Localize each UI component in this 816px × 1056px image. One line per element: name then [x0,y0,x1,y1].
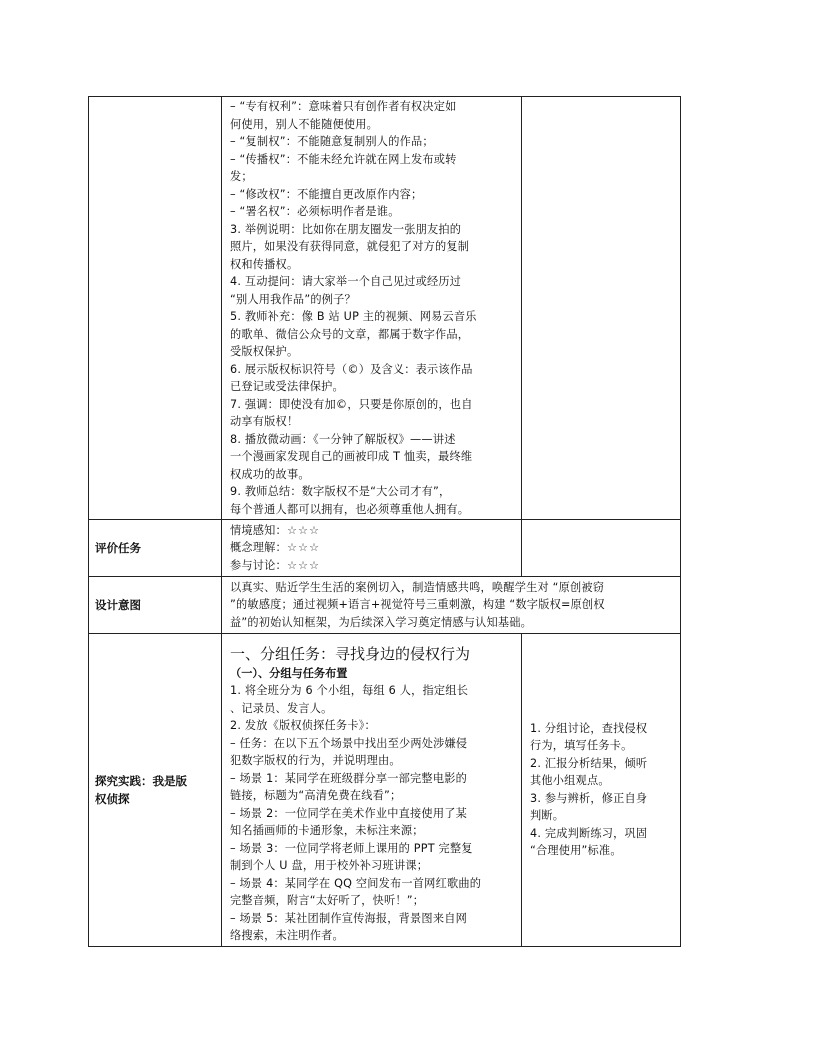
student-activity-line: 3. 参与辨析，修正自身 [530,791,648,805]
teaching-process-line: 8. 播放微动画：《一分钟了解版权》——讲述 [230,432,456,446]
teaching-process-label-cell [89,97,222,520]
evaluation-item-name: 情境感知： [230,523,287,537]
exploration-practice-line: – 场景 4：某同学在 QQ 空间发布一首网红歌曲的 [230,876,482,890]
teaching-process-line: – “署名权”：必须标明作者是谁。 [230,205,400,218]
exploration-practice-line: 链接，标题为“高清免费在线看”； [230,789,402,802]
design-intent-line: 益”的初始认知框架，为后续深入学习奠定情感与认知基础。 [230,615,533,629]
exploration-practice-line: – 任务：在以下五个场景中找出至少两处涉嫌侵 [230,736,468,750]
exploration-practice-line: – 场景 2：一位同学在美术作业中直接使用了某 [230,806,467,820]
teaching-process-line: 权和传播权。 [230,257,299,271]
exploration-practice-content [222,634,522,947]
teaching-process-line: 受版权保护。 [230,345,299,358]
student-activity-line: 4. 完成判断练习，巩固 [530,826,648,840]
evaluation-item [230,557,513,575]
evaluation-item-name: 参与讨论： [230,558,287,572]
design-intent-row [89,577,681,634]
exploration-practice-row [89,634,681,947]
student-activity-cell [522,634,681,947]
lesson-plan-table [88,96,681,947]
exploration-practice-line: 、记录员、发言人。 [230,701,333,715]
student-activity-line: 判断。 [530,809,565,823]
student-activity-line: 行为，填写任务卡。 [530,739,633,753]
student-activity-line: 2. 汇报分析结果，倾听 [530,756,648,770]
star-rating-icon: ☆☆☆ [286,541,321,555]
teaching-process-line: 照片，如果没有获得同意，就侵犯了对方的复制 [230,240,470,253]
teaching-process-line: – “修改权”：不能擅自更改原作内容； [230,187,423,201]
teaching-process-line: 发； [230,170,253,183]
teaching-process-line: 3. 举例说明：比如你在朋友圈发一张朋友拍的 [230,222,462,236]
student-activity-line: “合理使用”标准。 [530,844,622,858]
teaching-process-activity-cell [522,97,681,520]
sub-heading: （一）、分组与任务布置 [230,667,348,680]
teaching-process-line: 4. 互动提问：请大家举一个自己见过或经历过 [230,275,462,288]
design-intent-label: 设计意图 [89,577,222,634]
teaching-process-line: – “专有权利”：意味着只有创作者有权决定如 [230,100,457,113]
teaching-process-line: “别人用我作品”的例子？ [230,292,356,306]
teaching-process-line: 一个漫画家发现自己的画被印成 T 恤卖，最终维 [230,450,473,463]
evaluation-item [230,539,513,557]
teaching-process-line: 5. 教师补充：像 B 站 UP 主的视频、网易云音乐 [230,310,477,323]
teaching-process-line: 每个普通人都可以拥有，也必须尊重他人拥有。 [230,502,470,516]
exploration-practice-line: – 场景 5：某社团制作宣传海报，背景图来自网 [230,911,467,925]
exploration-label-line: 权侦探 [95,791,130,806]
exploration-practice-line: 知名插画师的卡通形象，未标注来源； [230,824,424,837]
student-activity-line: 其他小组观点。 [530,774,610,788]
star-rating-icon: ☆☆☆ [286,558,321,572]
exploration-practice-line: – 场景 3：一位同学将老师上课用的 PPT 完整复 [230,841,473,855]
teaching-process-line: 9. 教师总结：数字版权不是“大公司才有”， [230,485,451,498]
teaching-process-line: 6. 展示版权标识符号（©）及含义：表示该作品 [230,362,473,376]
evaluation-label: 评价任务 [89,520,222,577]
teaching-process-line: 动享有版权！ [230,415,299,428]
design-intent-line: 以真实、贴近学生生活的案例切入，制造情感共鸣，唤醒学生对 “原创被窃 [230,580,605,594]
teaching-process-line: 权成功的故事。 [230,467,310,481]
teaching-process-line: 的歌单、微信公众号的文章，都属于数字作品， [230,327,470,341]
exploration-practice-line: 完整音频，附言“太好听了，快听！”； [230,894,425,907]
section-heading: 一、分组任务：寻找身边的侵权行为 [230,645,471,663]
student-activity-line: 1. 分组讨论，查找侵权 [530,721,648,735]
exploration-practice-line: 制到个人 U 盘，用于校外补习班讲课； [230,859,429,872]
exploration-practice-label [89,634,222,947]
teaching-process-line: – “传播权”：不能未经允许就在网上发布或转 [230,152,457,166]
design-intent-line: ”的敏感度；通过视频+语言+视觉符号三重刺激，构建 “数字版权=原创权 [230,598,605,612]
evaluation-activity-cell [522,520,681,577]
student-activity-lines [530,720,672,860]
teaching-process-row [89,97,681,520]
teaching-process-line: – “复制权”：不能随意复制别人的作品； [230,135,434,148]
teaching-process-content [222,97,522,520]
exploration-label-line: 探究实践：我是版 [95,773,187,788]
teaching-process-line: 何使用，别人不能随便使用。 [230,117,379,131]
exploration-practice-line: – 场景 1：某同学在班级群分享一部完整电影的 [230,771,467,785]
evaluation-content [222,520,522,577]
evaluation-item-name: 概念理解： [230,541,287,555]
teaching-process-lines [230,98,513,518]
star-rating-icon: ☆☆☆ [286,523,321,537]
exploration-practice-line: 络搜索，未注明作者。 [230,929,344,942]
exploration-practice-line: 犯数字版权的行为，并说明理由。 [230,754,401,767]
teaching-process-line: 已登记或受法律保护。 [230,380,344,393]
evaluation-row [89,520,681,577]
exploration-practice-line: 1. 将全班分为 6 个小组，每组 6 人，指定组长 [230,684,469,697]
design-intent-content [222,577,681,634]
exploration-practice-line: 2. 发放《版权侦探任务卡》： [230,719,376,732]
exploration-practice-lines [230,682,513,945]
evaluation-item [230,522,513,540]
teaching-process-line: 7. 强调：即使没有加©，只要是你原创的，也自 [230,397,473,411]
